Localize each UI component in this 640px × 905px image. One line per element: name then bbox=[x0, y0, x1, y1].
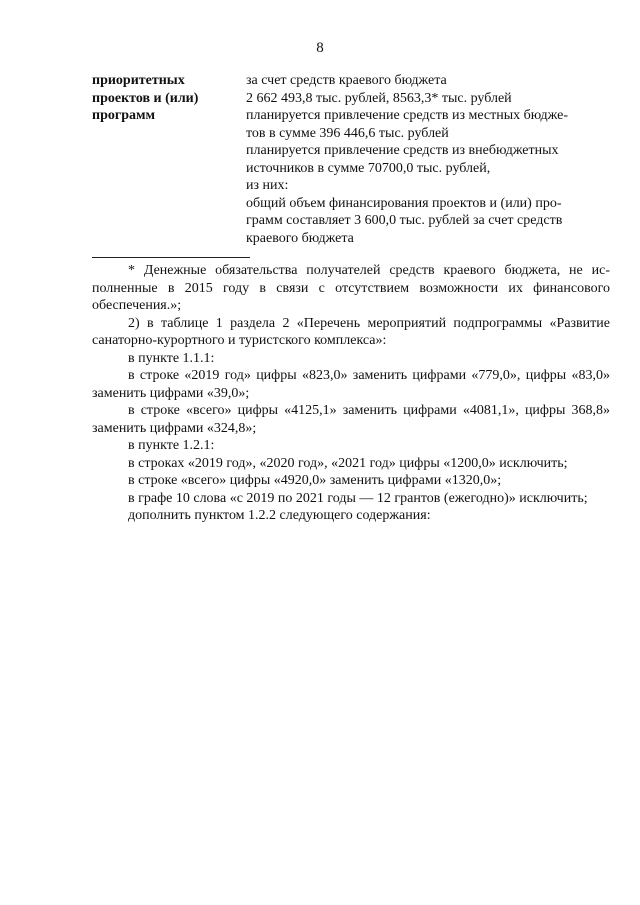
page-number: 8 bbox=[316, 40, 324, 56]
paragraph-line: дополнить пунктом 1.2.2 следующего содержания: bbox=[128, 508, 431, 523]
right-line: 2 662 493,8 тыс. рублей, 8563,3* тыс. рублей bbox=[246, 90, 512, 106]
paragraph-line: заменить цифрами «324,8»; bbox=[92, 420, 257, 436]
footnote-line: полненные в 2015 году в связи с отсутствием возможности их финансового bbox=[92, 280, 610, 296]
right-line: краевого бюджета bbox=[246, 230, 354, 246]
paragraph-line: в строке «всего» цифры «4920,0» заменить цифрами «1320,0»; bbox=[128, 473, 502, 488]
right-line: за счет средств краевого бюджета bbox=[246, 73, 447, 88]
document-body bbox=[92, 262, 610, 525]
right-line: из них: bbox=[246, 178, 289, 193]
paragraph-line: в строке «2019 год» цифры «823,0» заменить цифрами «779,0», цифры «83,0» bbox=[128, 368, 610, 383]
paragraph-line: 2) в таблице 1 раздела 2 «Перечень мероприятий подпрограммы «Развитие bbox=[128, 315, 610, 331]
paragraph-line: в пункте 1.2.1: bbox=[128, 438, 215, 453]
paragraph-line: в строках «2019 год», «2020 год», «2021 год» цифры «1200,0» исключить; bbox=[128, 455, 568, 471]
left-line: приоритетных bbox=[92, 73, 185, 88]
right-line: тов в сумме 396 446,6 тыс. рублей bbox=[246, 125, 449, 141]
table-continuation bbox=[92, 72, 592, 247]
footnote-line: * Денежные обязательства получателей средств краевого бюджета, не ис- bbox=[128, 263, 610, 278]
paragraph-line: в строке «всего» цифры «4125,1» заменить цифрами «4081,1», цифры 368,8» bbox=[128, 403, 610, 418]
table-left-cell bbox=[92, 72, 246, 247]
right-line: грамм составляет 3 600,0 тыс. рублей за счет средств bbox=[246, 213, 563, 228]
left-line: проектов и (или) bbox=[92, 90, 199, 106]
table-right-cell bbox=[246, 72, 592, 247]
paragraph-line: заменить цифрами «39,0»; bbox=[92, 385, 250, 401]
footnote-divider bbox=[92, 257, 250, 258]
paragraph-line: санаторно-курортного и туристского комплекса»: bbox=[92, 333, 387, 348]
right-line: планируется привлечение средств из внебюджетных bbox=[246, 143, 559, 158]
right-line: общий объем финансирования проектов и (или) про- bbox=[246, 195, 562, 211]
footnote-line: обеспечения.»; bbox=[92, 298, 182, 313]
paragraph-line: в графе 10 слова «с 2019 по 2021 годы — 12 грантов (ежегодно)» исключить; bbox=[128, 490, 588, 506]
paragraph-line: в пункте 1.1.1: bbox=[128, 350, 215, 366]
right-line: источников в сумме 70700,0 тыс. рублей, bbox=[246, 160, 491, 176]
right-line: планируется привлечение средств из местных бюдже- bbox=[246, 108, 569, 123]
left-line: программ bbox=[92, 108, 156, 123]
